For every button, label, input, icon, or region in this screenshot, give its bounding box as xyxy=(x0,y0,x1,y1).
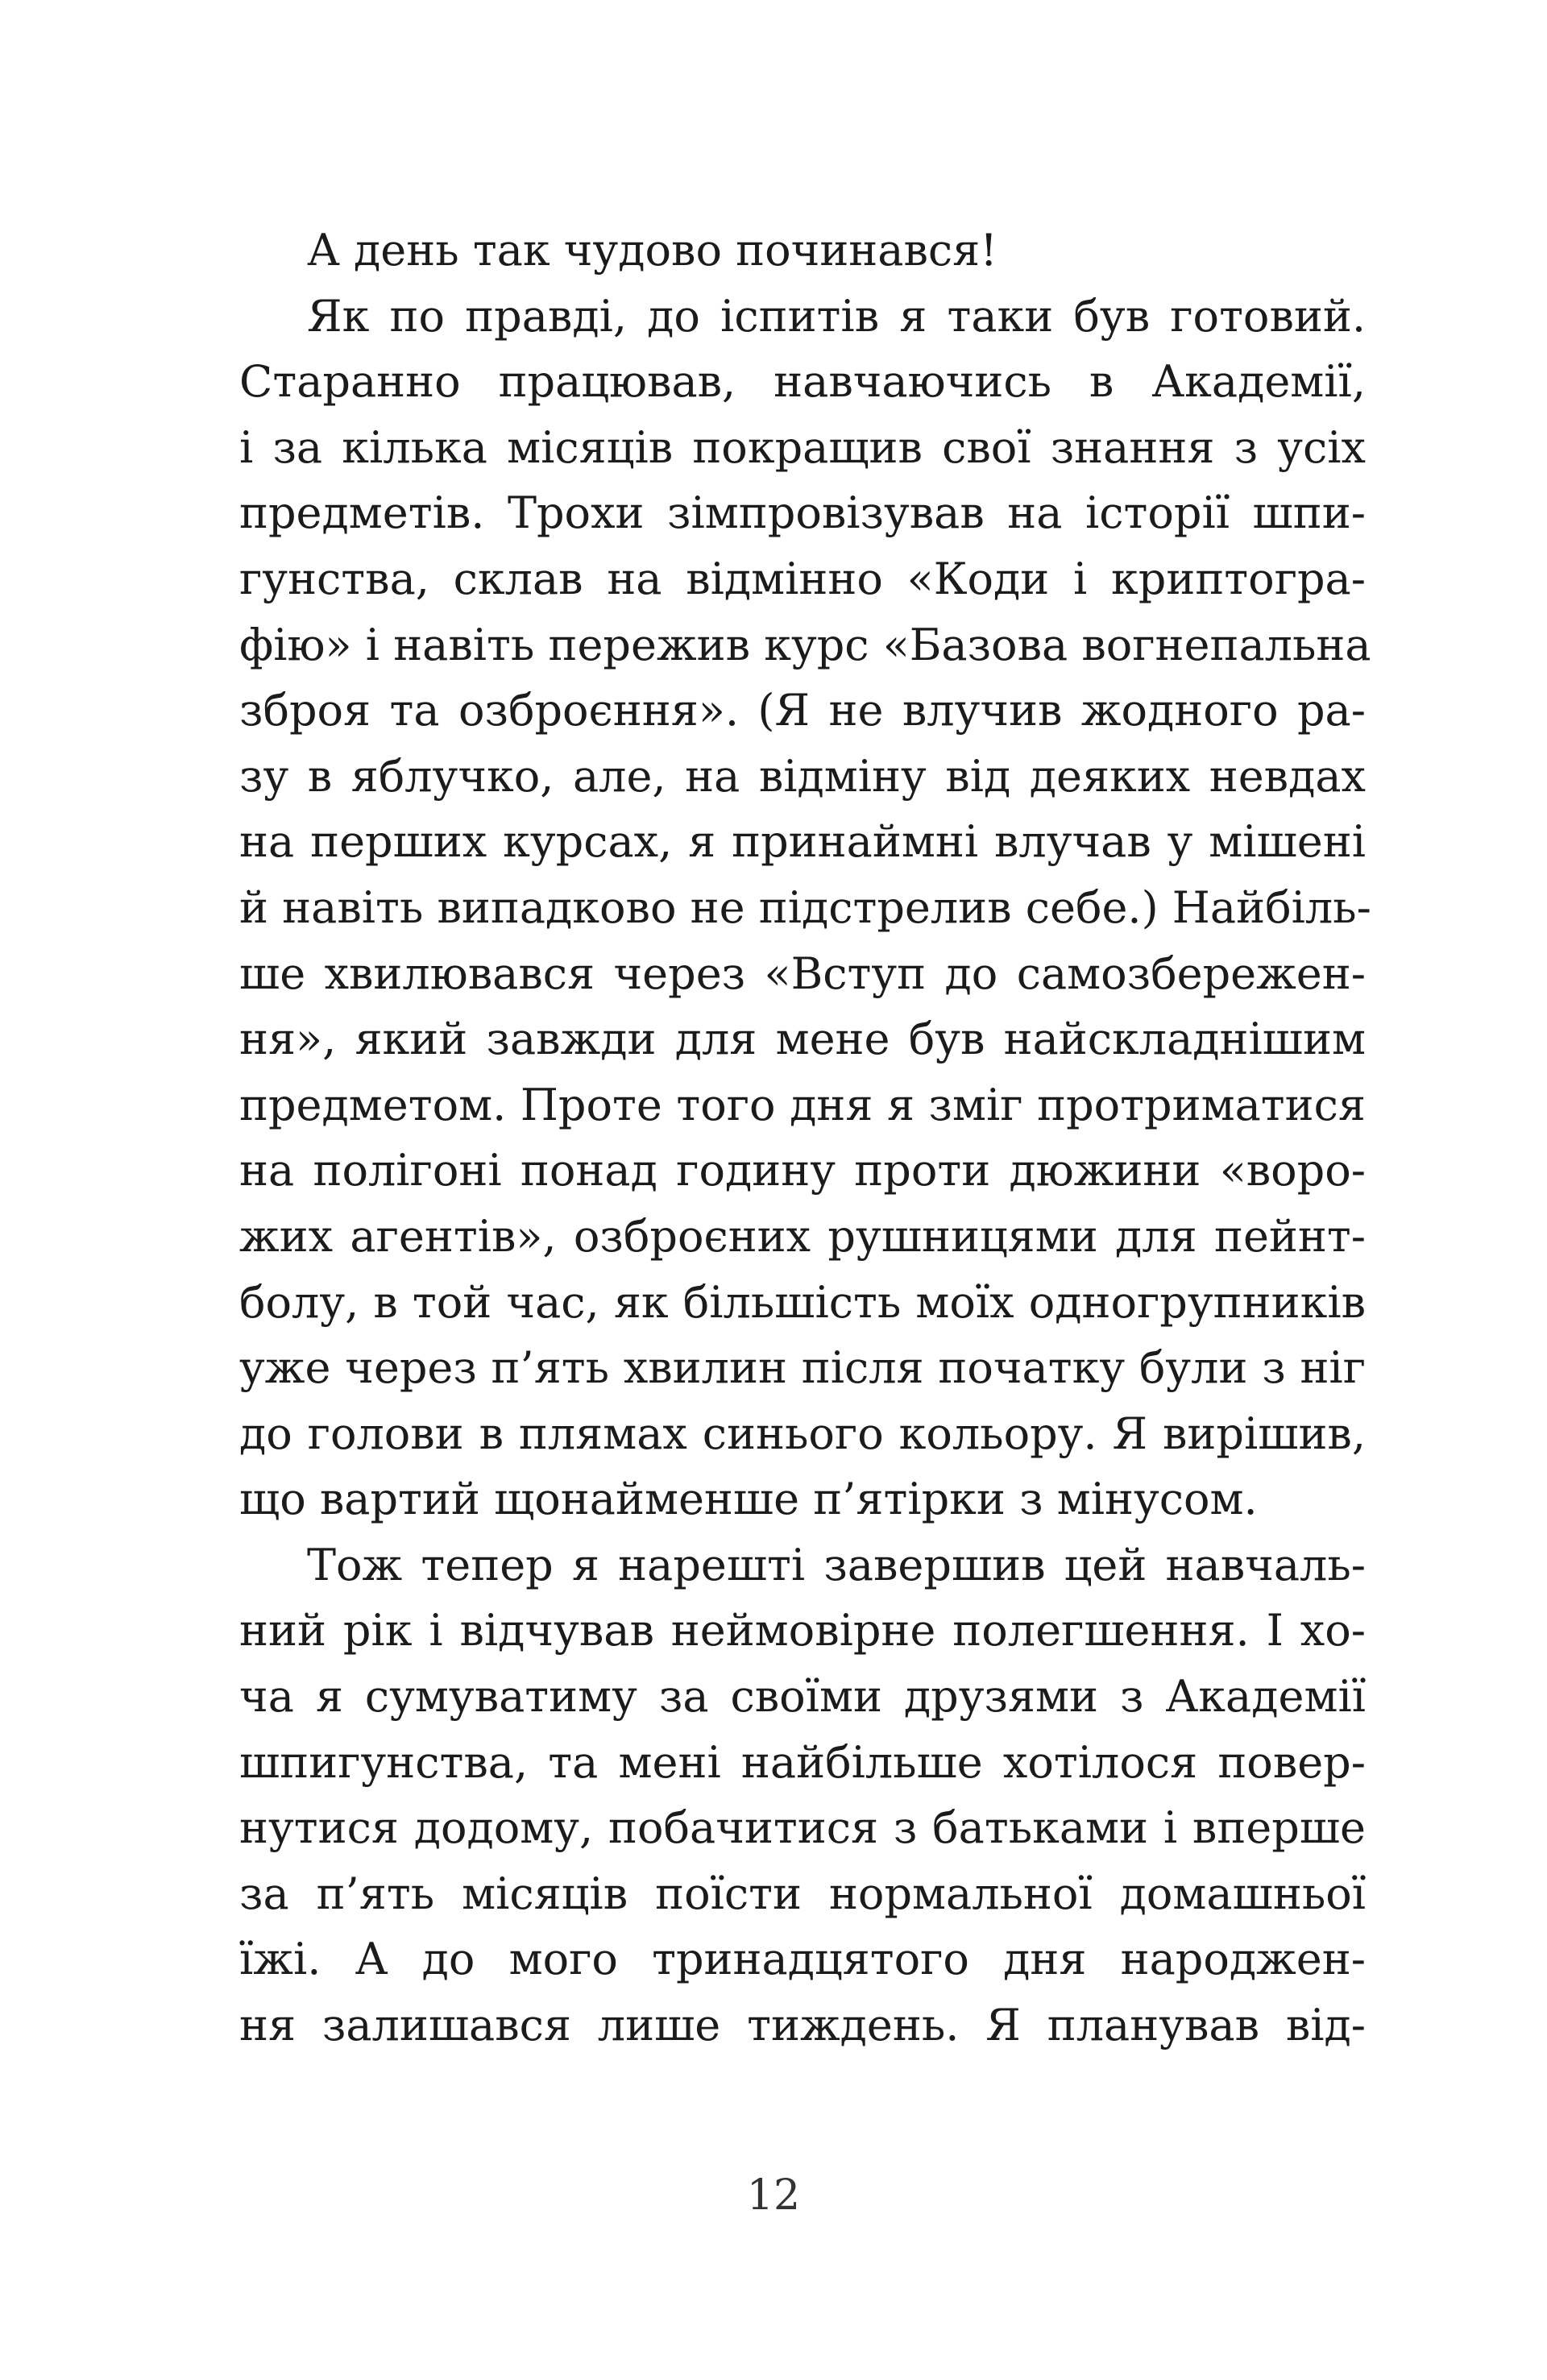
text-line: на перших курсах, я принаймні влучав у мішені xyxy=(239,816,1366,868)
page-number: 12 xyxy=(746,2171,801,2220)
text-line: ний рік і відчував неймовірне полегшення. І хо- xyxy=(239,1605,1366,1656)
text-line: Як по правді, до іспитів я таки був готовий. xyxy=(307,290,1366,342)
text-line: жих агентів», озброєних рушницями для пейнт- xyxy=(239,1210,1366,1262)
text-line: до голови в плямах синього кольору. Я вирішив, xyxy=(239,1408,1366,1459)
text-line: Старанно працював, навчаючись в Академії, xyxy=(239,356,1366,408)
text-line: уже через п’ять хвилин після початку були з ніг xyxy=(239,1342,1366,1394)
text-line: предметів. Трохи зімпровізував на історії шпи- xyxy=(239,487,1366,539)
text-line: предметом. Проте того дня я зміг протриматися xyxy=(239,1079,1366,1130)
text-line: ше хвилювався через «Вступ до самозбережен- xyxy=(239,947,1366,999)
text-line: ня», який завжди для мене був найскладнішим xyxy=(239,1014,1366,1065)
text-line: гунства, склав на відмінно «Коди і криптогра- xyxy=(239,553,1366,604)
text-line: за п’ять місяців поїсти нормальної домашньої xyxy=(239,1868,1366,1919)
text-line: болу, в той час, як більшість моїх одногрупників xyxy=(239,1276,1366,1328)
text-line: Тож тепер я нарешті завершив цей навчаль- xyxy=(307,1539,1366,1590)
text-line: зу в яблучко, але, на відміну від деяких невдах xyxy=(239,750,1366,802)
text-line: й навіть випадково не підстрелив себе.) Найбіль- xyxy=(239,881,1371,933)
text-line: шпигунства, та мені найбільше хотілося повер- xyxy=(239,1736,1366,1788)
text-line: А день так чудово починався! xyxy=(307,225,997,276)
text-line: і за кілька місяців покращив свої знання з усіх xyxy=(239,421,1366,473)
text-line: ча я сумуватиму за своїми друзями з Академії xyxy=(239,1671,1366,1723)
text-line: на полігоні понад годину проти дюжини «воро- xyxy=(239,1145,1366,1196)
text-line: зброя та озброєння». (Я не влучив жодного ра- xyxy=(239,685,1366,736)
text-line: їжі. А до мого тринадцятого дня народжен- xyxy=(239,1934,1366,1985)
text-line: нутися додому, побачитися з батьками і вперше xyxy=(239,1802,1366,1854)
body-text xyxy=(239,218,1371,2059)
text-line: ня залишався лише тиждень. Я планував від- xyxy=(239,2000,1366,2051)
text-line: фію» і навіть пережив курс «Базова вогнепальна xyxy=(239,619,1371,670)
text-line: що вартий щонайменше п’ятірки з мінусом. xyxy=(239,1474,1258,1525)
